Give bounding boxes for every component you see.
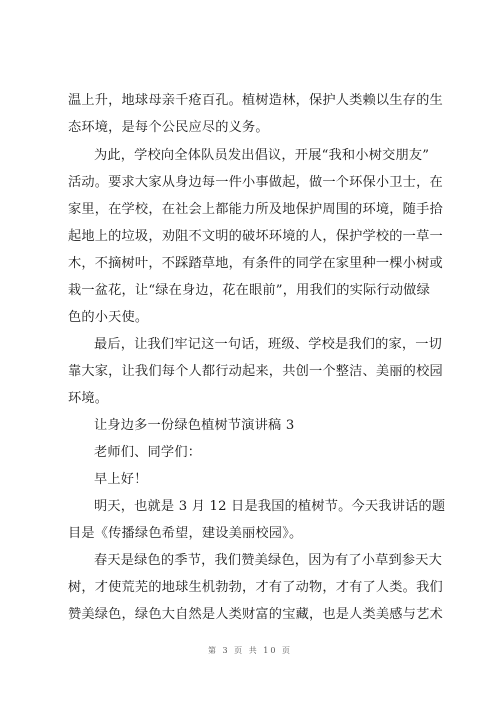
text-line: 态环境，是每个公民应尽的义务。 (68, 120, 269, 135)
greeting: 早上好！ (94, 472, 148, 487)
text-line: 温上升，地球母亲千疮百孔。植树造林，保护人类赖以生存的生 (68, 93, 443, 108)
text-line: 栽一盆花，让“绿在身边，花在眼前”，用我们的实际行动做绿 (68, 283, 430, 298)
text-line: 树，才使荒芜的地球生机勃勃，才有了动物，才有了人类。我们 (68, 580, 443, 595)
text-line: 起地上的垃圾，劝阻不文明的破坏环境的人，保护学校的一草一 (68, 229, 443, 244)
text-line: 为此，学校向全体队员发出倡议，开展“我和小树交朋友” (94, 148, 430, 163)
text-line: 目是《传播绿色希望，建设美丽校园》。 (68, 526, 303, 541)
text-line: 靠大家，让我们每个人都行动起来，共创一个整洁、美丽的校园 (68, 364, 443, 379)
salutation: 老师们、同学们： (94, 445, 202, 460)
text-line: 家里，在学校，在社会上都能力所及地保护周围的环境，随手拾 (68, 202, 443, 217)
text-line: 色的小天使。 (68, 310, 149, 325)
text-line: 最后，让我们牢记这一句话，班级、学校是我们的家，一切 (94, 337, 443, 352)
section-heading: 让身边多一份绿色植树节演讲稿 3 (94, 418, 295, 433)
page-number-footer: 第 3 页 共 10 页 (208, 646, 292, 655)
text-line: 木，不摘树叶，不踩踏草地，有条件的同学在家里种一棵小树或 (68, 256, 443, 271)
text-line: 春天是绿色的季节，我们赞美绿色，因为有了小草到参天大 (94, 553, 443, 568)
text-line: 赞美绿色，绿色大自然是人类财富的宝藏，也是人类美感与艺术 (68, 607, 443, 622)
text-line: 环境。 (68, 391, 109, 406)
text-line: 活动。要求大家从身边每一件小事做起，做一个环保小卫士，在 (68, 175, 443, 190)
text-line: 明天，也就是 3 月 12 日是我国的植树节。今天我讲话的题 (94, 499, 446, 514)
